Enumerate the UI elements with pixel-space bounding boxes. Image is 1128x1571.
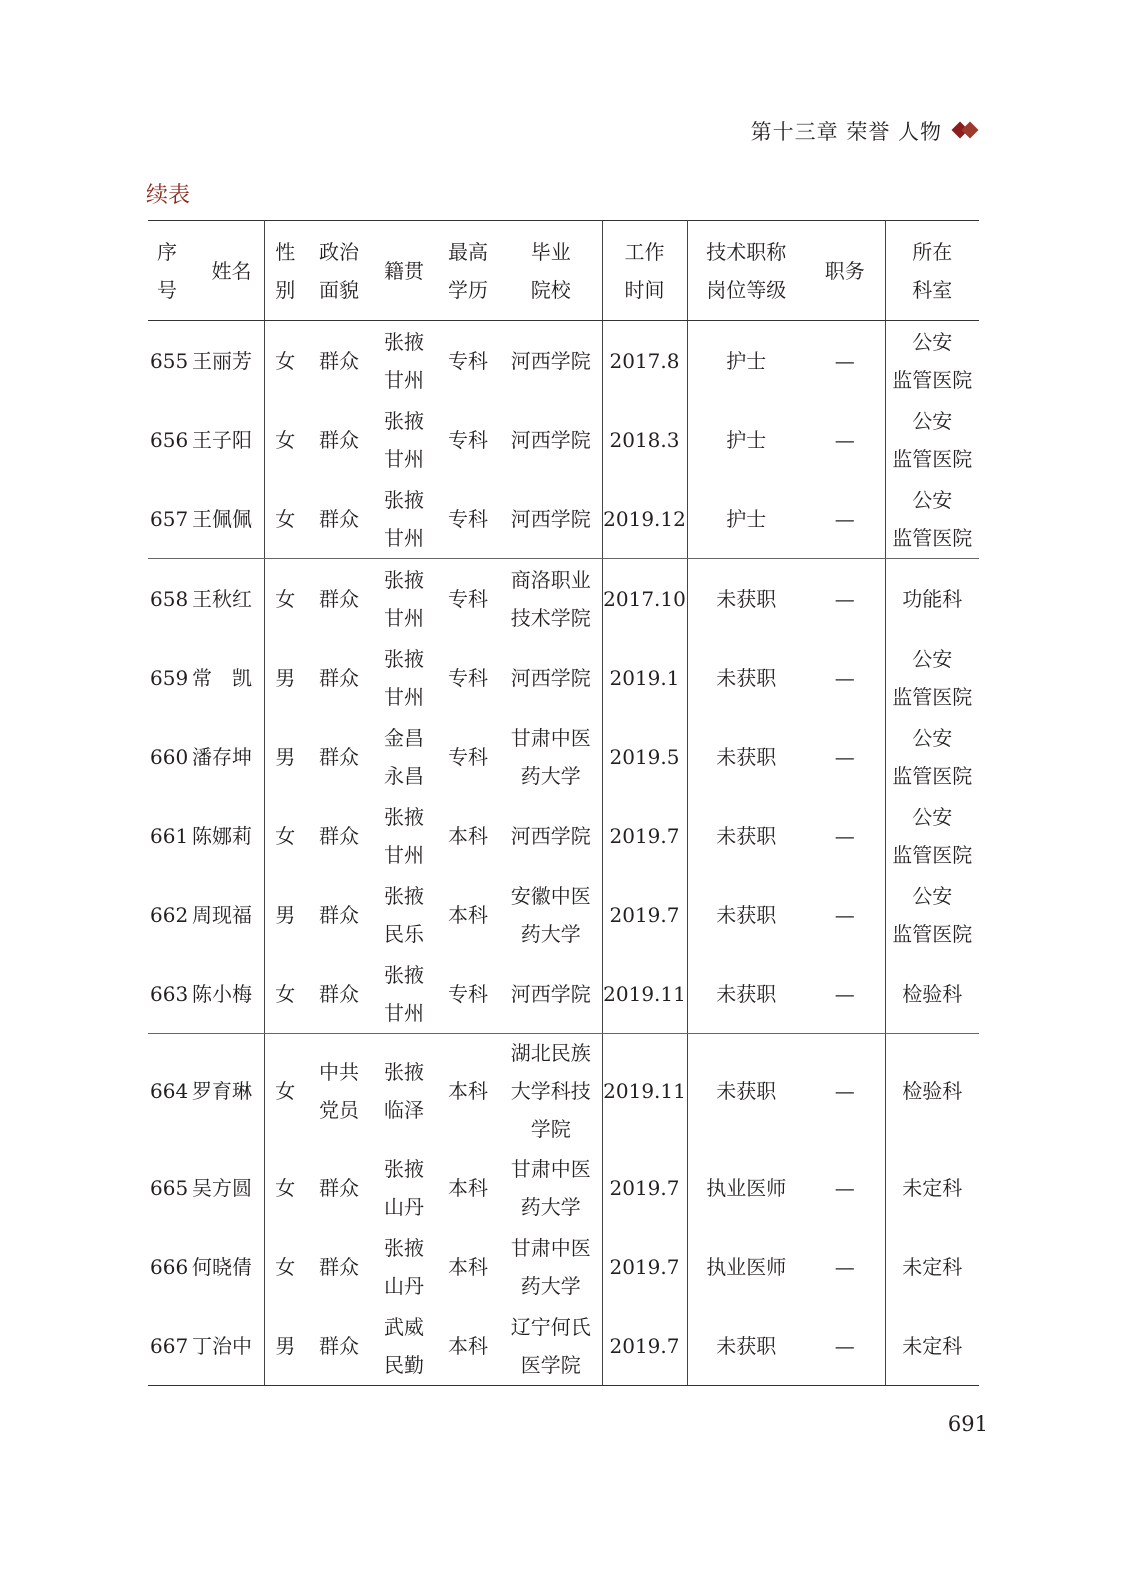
- table-row: [148, 1148, 979, 1227]
- cell-school: 河西学院: [500, 796, 602, 875]
- cell-title: 护士: [726, 427, 767, 452]
- cell-seq-name: [148, 1148, 264, 1227]
- cell-title: 执业医师: [706, 1254, 787, 1279]
- cell-education: 专科: [448, 427, 488, 452]
- cell-education: 专科: [448, 665, 488, 690]
- running-header: [751, 116, 978, 146]
- cell-seq-name: [148, 400, 264, 479]
- cell-seq: 663: [150, 981, 189, 1006]
- header-gender: 性 别: [264, 221, 306, 321]
- cell-title: 未获职: [716, 586, 777, 611]
- header-position: 职务: [805, 221, 885, 321]
- cell-seq: 664: [150, 1079, 189, 1103]
- header-seq-name: [148, 221, 264, 321]
- table-header-row: [148, 221, 979, 321]
- cell-political: 群众: [319, 665, 359, 690]
- cell-origin: 张掖 甘州: [384, 329, 424, 392]
- table-row: [148, 717, 979, 796]
- cell-seq: 659: [150, 665, 189, 690]
- cell-gender: 女: [275, 1175, 296, 1200]
- cell-education: 本科: [448, 1079, 488, 1103]
- cell-education: 专科: [436, 954, 500, 1034]
- cell-seq-name: [148, 1227, 264, 1306]
- header-education: 最高 学历: [436, 221, 500, 321]
- table-row: [148, 479, 979, 559]
- header-origin: 籍贯: [372, 221, 436, 321]
- table-row: [148, 875, 979, 954]
- cell-work-time: 2019.11: [602, 1034, 687, 1149]
- cell-political: 群众: [306, 954, 372, 1034]
- cell-position: —: [805, 1034, 885, 1149]
- header-title: 技术职称 岗位等级: [687, 221, 805, 321]
- cell-seq: 667: [150, 1333, 189, 1358]
- cell-seq-name: [148, 479, 264, 559]
- cell-origin: 张掖 民乐: [384, 883, 424, 946]
- cell-work-time: 2019.1: [602, 638, 687, 717]
- cell-department: 公安 监管医院: [892, 408, 973, 471]
- cell-title: 执业医师: [706, 1175, 787, 1200]
- cell-seq-name: [148, 638, 264, 717]
- cell-gender: 女: [264, 954, 306, 1034]
- cell-seq-name: [148, 717, 264, 796]
- diamond-ornament-icon: [952, 122, 978, 140]
- cell-origin: 武威 民勤: [372, 1306, 436, 1386]
- cell-department: 检验科: [885, 954, 979, 1034]
- cell-title: 未获职: [716, 823, 777, 848]
- chapter-title: 第十三章 荣誉 人物: [750, 120, 942, 144]
- cell-name: 罗育琳: [192, 1079, 252, 1103]
- cell-title: 未获职: [687, 954, 805, 1034]
- cell-political: 群众: [319, 348, 359, 373]
- cell-title: 未获职: [716, 902, 777, 927]
- staff-table: [148, 220, 979, 1386]
- cell-position: —: [805, 638, 885, 717]
- cell-name: 王佩佩: [192, 506, 252, 531]
- cell-political: 群众: [319, 1254, 359, 1279]
- cell-political: 群众: [319, 427, 359, 452]
- cell-school: 河西学院: [500, 479, 602, 559]
- cell-seq: 657: [150, 506, 189, 531]
- cell-origin: 张掖 临泽: [384, 1060, 424, 1122]
- cell-gender: 女: [275, 1254, 296, 1279]
- cell-school: 甘肃中医 药大学: [500, 717, 602, 796]
- cell-political: 中共 党员: [319, 1060, 359, 1122]
- cell-work-time: 2018.3: [602, 400, 687, 479]
- cell-work-time: 2019.7: [602, 1148, 687, 1227]
- cell-origin: 张掖 甘州: [372, 954, 436, 1034]
- cell-name: 何晓倩: [192, 1254, 252, 1279]
- cell-gender: 女: [275, 823, 296, 848]
- cell-work-time: 2019.7: [602, 1227, 687, 1306]
- cell-gender: 女: [275, 1079, 296, 1103]
- cell-work-time: 2017.10: [602, 559, 687, 639]
- cell-political: 群众: [319, 586, 359, 611]
- cell-department: 未定科: [902, 1254, 963, 1279]
- cell-title: 未获职: [716, 744, 777, 769]
- cell-seq: 655: [150, 348, 189, 373]
- cell-work-time: 2019.12: [602, 479, 687, 559]
- cell-school: 商洛职业 技术学院: [500, 559, 602, 639]
- cell-seq-name: [148, 954, 264, 1034]
- cell-name: 陈小梅: [192, 981, 252, 1006]
- cell-gender: 女: [275, 427, 296, 452]
- cell-political: 群众: [306, 1306, 372, 1386]
- cell-department: 未定科: [885, 1306, 979, 1386]
- cell-position: —: [805, 400, 885, 479]
- cell-work-time: 2019.7: [602, 796, 687, 875]
- cell-seq-name: [148, 1306, 264, 1386]
- table-row: [148, 638, 979, 717]
- cell-gender: 男: [275, 665, 296, 690]
- header-work-time: 工作 时间: [602, 221, 687, 321]
- cell-seq: 661: [150, 823, 189, 848]
- cell-position: —: [805, 1148, 885, 1227]
- cell-school: 甘肃中医 药大学: [500, 1227, 602, 1306]
- table-body: [148, 321, 979, 1386]
- cell-education: 专科: [448, 744, 488, 769]
- cell-name: 周现福: [192, 902, 252, 927]
- cell-seq: 660: [150, 744, 189, 769]
- cell-seq-name: [148, 875, 264, 954]
- header-department: 所在 科室: [885, 221, 979, 321]
- cell-name: 丁治中: [192, 1333, 252, 1358]
- cell-origin: 张掖 甘州: [384, 408, 424, 471]
- cell-school: 安徽中医 药大学: [500, 875, 602, 954]
- cell-title: 未获职: [687, 1306, 805, 1386]
- cell-school: 河西学院: [500, 954, 602, 1034]
- cell-department: 公安 监管医院: [892, 646, 973, 709]
- cell-education: 专科: [448, 348, 488, 373]
- cell-name: 王子阳: [192, 427, 252, 452]
- cell-name: 吴方圆: [192, 1175, 252, 1200]
- cell-origin: 张掖 甘州: [384, 804, 424, 867]
- cell-title: 未获职: [716, 665, 777, 690]
- cell-seq-name: [148, 796, 264, 875]
- cell-education: 本科: [436, 1306, 500, 1386]
- cell-position: —: [805, 479, 885, 559]
- table-row: [148, 1306, 979, 1386]
- header-school: 毕业 院校: [500, 221, 602, 321]
- cell-position: —: [805, 321, 885, 401]
- cell-name: 王秋红: [192, 586, 252, 611]
- header-seq: 序 号: [157, 239, 177, 302]
- cell-education: 专科: [436, 479, 500, 559]
- cell-origin: 张掖 甘州: [384, 646, 424, 709]
- cell-name: 王丽芳: [192, 348, 252, 373]
- cell-position: —: [805, 954, 885, 1034]
- cell-school: 河西学院: [500, 638, 602, 717]
- cell-origin: 张掖 甘州: [384, 567, 424, 630]
- cell-school: 甘肃中医 药大学: [500, 1148, 602, 1227]
- table-row: [148, 1034, 979, 1149]
- cell-seq: 665: [150, 1175, 189, 1200]
- table-row: [148, 796, 979, 875]
- cell-gender: 女: [275, 348, 296, 373]
- table-row: [148, 1227, 979, 1306]
- cell-work-time: 2019.11: [602, 954, 687, 1034]
- cell-department: 公安 监管医院: [892, 329, 973, 392]
- cell-position: —: [805, 559, 885, 639]
- cell-political: 群众: [306, 479, 372, 559]
- cell-department: 公安 监管医院: [892, 725, 973, 788]
- table-row: [148, 954, 979, 1034]
- cell-work-time: 2017.8: [602, 321, 687, 401]
- cell-name: 陈娜莉: [192, 823, 252, 848]
- cell-gender: 男: [275, 902, 296, 927]
- cell-school: 湖北民族 大学科技 学院: [500, 1034, 602, 1149]
- cell-origin: 张掖 甘州: [372, 479, 436, 559]
- cell-department: 未定科: [902, 1175, 963, 1200]
- page-number: 691: [947, 1412, 988, 1436]
- cell-political: 群众: [319, 823, 359, 848]
- cell-department: 功能科: [902, 586, 963, 611]
- cell-title: 未获职: [716, 1079, 777, 1103]
- table-row: [148, 321, 979, 401]
- cell-education: 本科: [448, 902, 488, 927]
- cell-position: —: [805, 1227, 885, 1306]
- cell-education: 专科: [448, 586, 488, 611]
- cell-origin: 张掖 山丹: [384, 1235, 424, 1298]
- table-row: [148, 559, 979, 639]
- cell-seq-name: [148, 1034, 264, 1149]
- cell-school: 河西学院: [500, 400, 602, 479]
- cell-department: 公安 监管医院: [892, 883, 973, 946]
- cell-seq: 658: [150, 586, 189, 611]
- cell-work-time: 2019.7: [602, 875, 687, 954]
- cell-education: 本科: [448, 1254, 488, 1279]
- cell-school: 辽宁何氏 医学院: [500, 1306, 602, 1386]
- cell-department: 检验科: [902, 1079, 963, 1103]
- cell-education: 本科: [448, 1175, 488, 1200]
- table-row: [148, 400, 979, 479]
- continued-table-label: 续表: [146, 183, 191, 208]
- cell-title: 护士: [726, 348, 767, 373]
- cell-gender: 女: [264, 479, 306, 559]
- cell-gender: 女: [275, 586, 296, 611]
- cell-work-time: 2019.7: [602, 1306, 687, 1386]
- cell-position: —: [805, 875, 885, 954]
- cell-department: 公安 监管医院: [885, 479, 979, 559]
- cell-name: 潘存坤: [192, 744, 252, 769]
- cell-origin: 张掖 山丹: [384, 1156, 424, 1219]
- cell-education: 本科: [448, 823, 488, 848]
- cell-seq: 666: [150, 1254, 189, 1279]
- cell-political: 群众: [319, 902, 359, 927]
- cell-origin: 金昌 永昌: [384, 725, 424, 788]
- cell-seq: 662: [150, 902, 189, 927]
- cell-seq-name: [148, 559, 264, 639]
- header-name: 姓名: [211, 258, 252, 283]
- header-political: 政治 面貌: [306, 221, 372, 321]
- cell-work-time: 2019.5: [602, 717, 687, 796]
- cell-school: 河西学院: [500, 321, 602, 401]
- cell-seq: 656: [150, 427, 189, 452]
- cell-seq-name: [148, 321, 264, 401]
- cell-name: 常 凯: [192, 665, 252, 690]
- cell-position: —: [805, 1306, 885, 1386]
- cell-title: 护士: [687, 479, 805, 559]
- cell-position: —: [805, 717, 885, 796]
- cell-political: 群众: [319, 744, 359, 769]
- cell-gender: 男: [275, 744, 296, 769]
- cell-position: —: [805, 796, 885, 875]
- cell-gender: 男: [264, 1306, 306, 1386]
- cell-department: 公安 监管医院: [892, 804, 973, 867]
- cell-political: 群众: [319, 1175, 359, 1200]
